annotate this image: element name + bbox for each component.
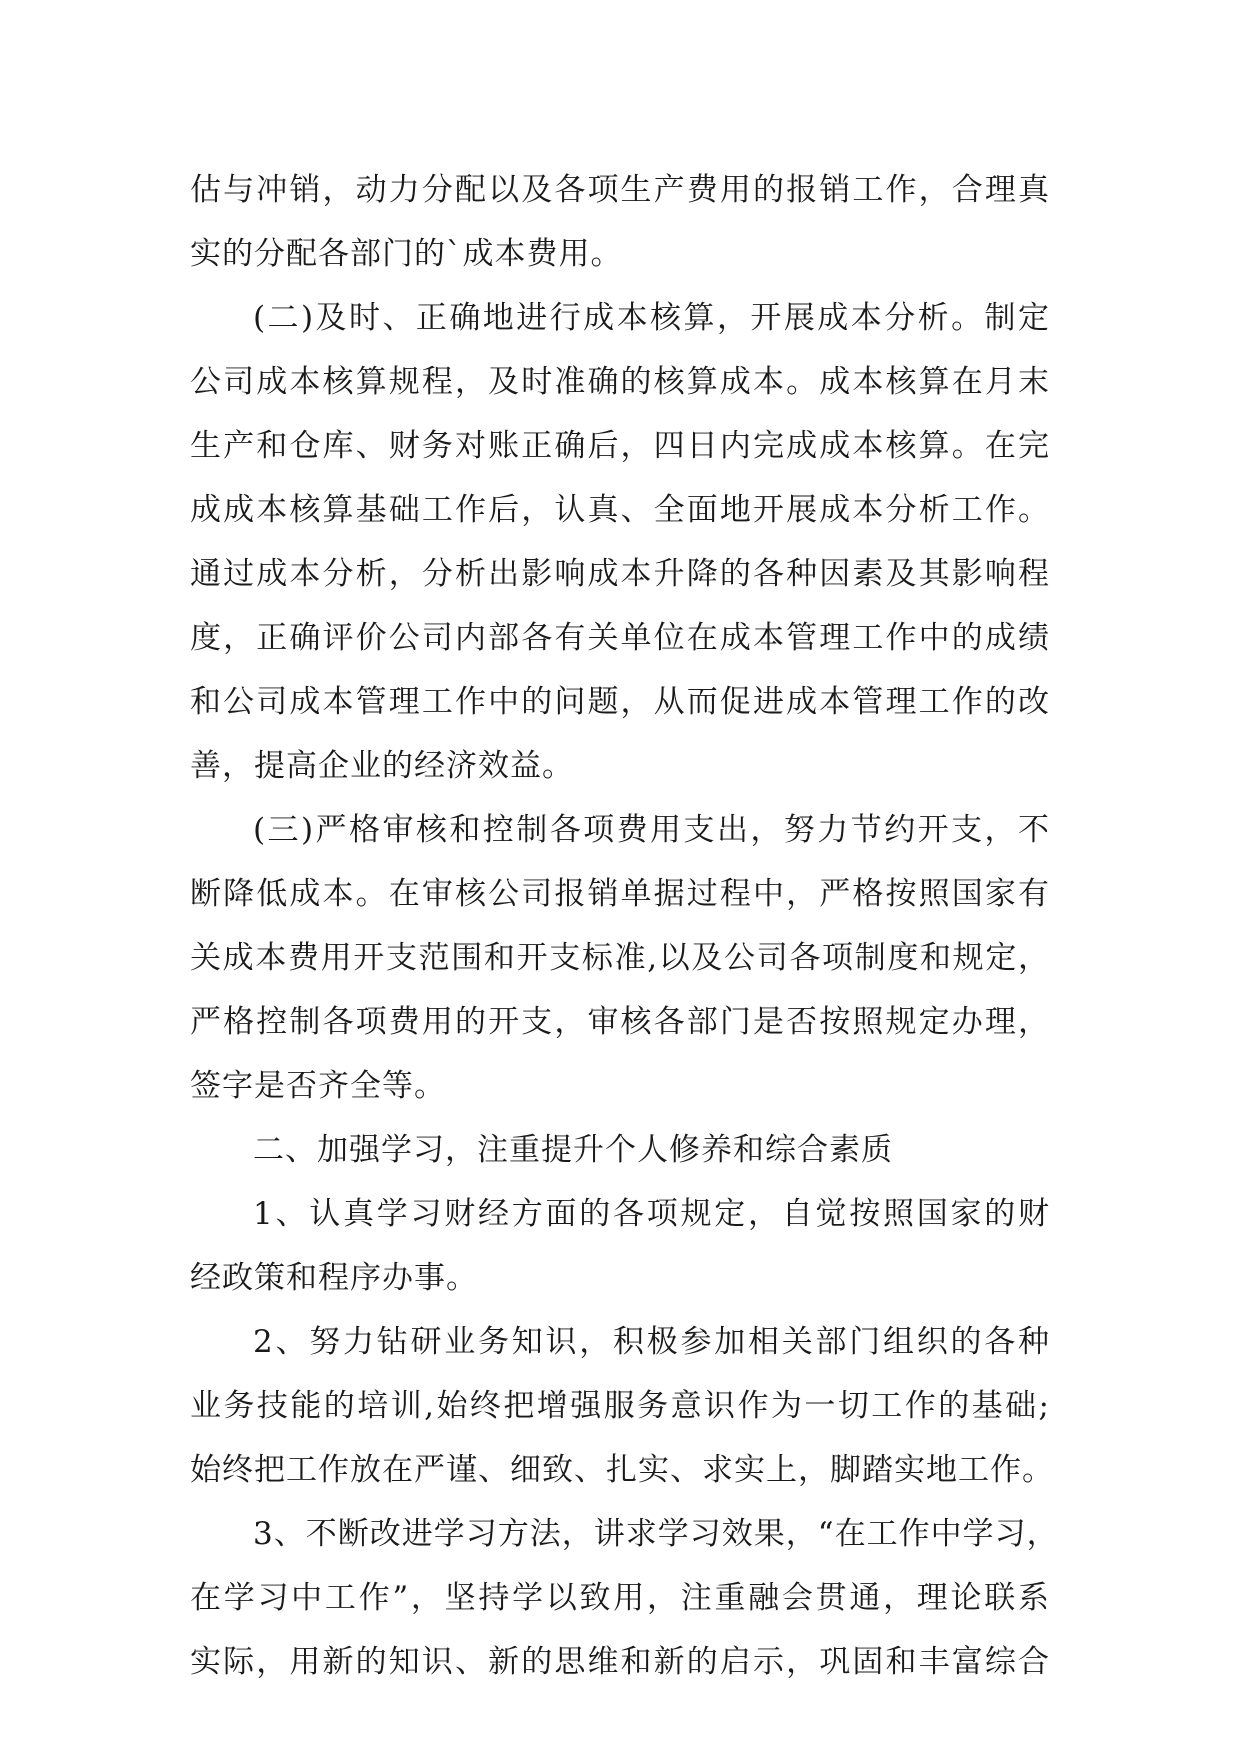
text-line: 签字是否齐全等。 xyxy=(190,1068,446,1104)
text-line: 生产和仓库、财务对账正确后，四日内完成成本核算。在完 xyxy=(190,428,1050,464)
text-line: 估与冲销，动力分配以及各项生产费用的报销工作，合理真 xyxy=(190,172,1050,208)
text-line: (三)严格审核和控制各项费用支出，努力节约开支，不 xyxy=(253,812,1050,848)
text-line: 断降低成本。在审核公司报销单据过程中，严格按照国家有 xyxy=(190,876,1050,912)
text-line: 2、努力钻研业务知识，积极参加相关部门组织的各种 xyxy=(253,1324,1050,1360)
text-line: 关成本费用开支范围和开支标准,以及公司各项制度和规定， xyxy=(190,940,1050,976)
text-line: 通过成本分析，分析出影响成本升降的各种因素及其影响程 xyxy=(190,556,1050,592)
text-line: 经政策和程序办事。 xyxy=(190,1260,478,1296)
text-line: 和公司成本管理工作中的问题，从而促进成本管理工作的改 xyxy=(190,684,1050,720)
text-line: 1、认真学习财经方面的各项规定，自觉按照国家的财 xyxy=(253,1196,1050,1232)
text-line: 严格控制各项费用的开支，审核各部门是否按照规定办理， xyxy=(190,1004,1050,1040)
document-body xyxy=(190,158,1059,1694)
text-line: 二、加强学习，注重提升个人修养和综合素质 xyxy=(253,1132,893,1168)
text-line: (二)及时、正确地进行成本核算，开展成本分析。制定 xyxy=(253,300,1050,336)
text-line: 在学习中工作”，坚持学以致用，注重融会贯通，理论联系 xyxy=(190,1580,1050,1616)
text-line: 公司成本核算规程，及时准确的核算成本。成本核算在月末 xyxy=(190,364,1050,400)
text-line: 始终把工作放在严谨、细致、扎实、求实上，脚踏实地工作。 xyxy=(190,1452,1054,1488)
text-line: 善，提高企业的经济效益。 xyxy=(190,748,574,784)
text-line: 成成本核算基础工作后，认真、全面地开展成本分析工作。 xyxy=(190,492,1050,528)
text-line: 度，正确评价公司内部各有关单位在成本管理工作中的成绩 xyxy=(190,620,1050,656)
text-line: 业务技能的培训,始终把增强服务意识作为一切工作的基础; xyxy=(190,1388,1050,1424)
text-line: 3、不断改进学习方法，讲求学习效果，“在工作中学习， xyxy=(253,1516,1059,1552)
text-line: 实的分配各部门的`成本费用。 xyxy=(190,236,623,272)
text-line: 实际，用新的知识、新的思维和新的启示，巩固和丰富综合 xyxy=(190,1644,1050,1680)
